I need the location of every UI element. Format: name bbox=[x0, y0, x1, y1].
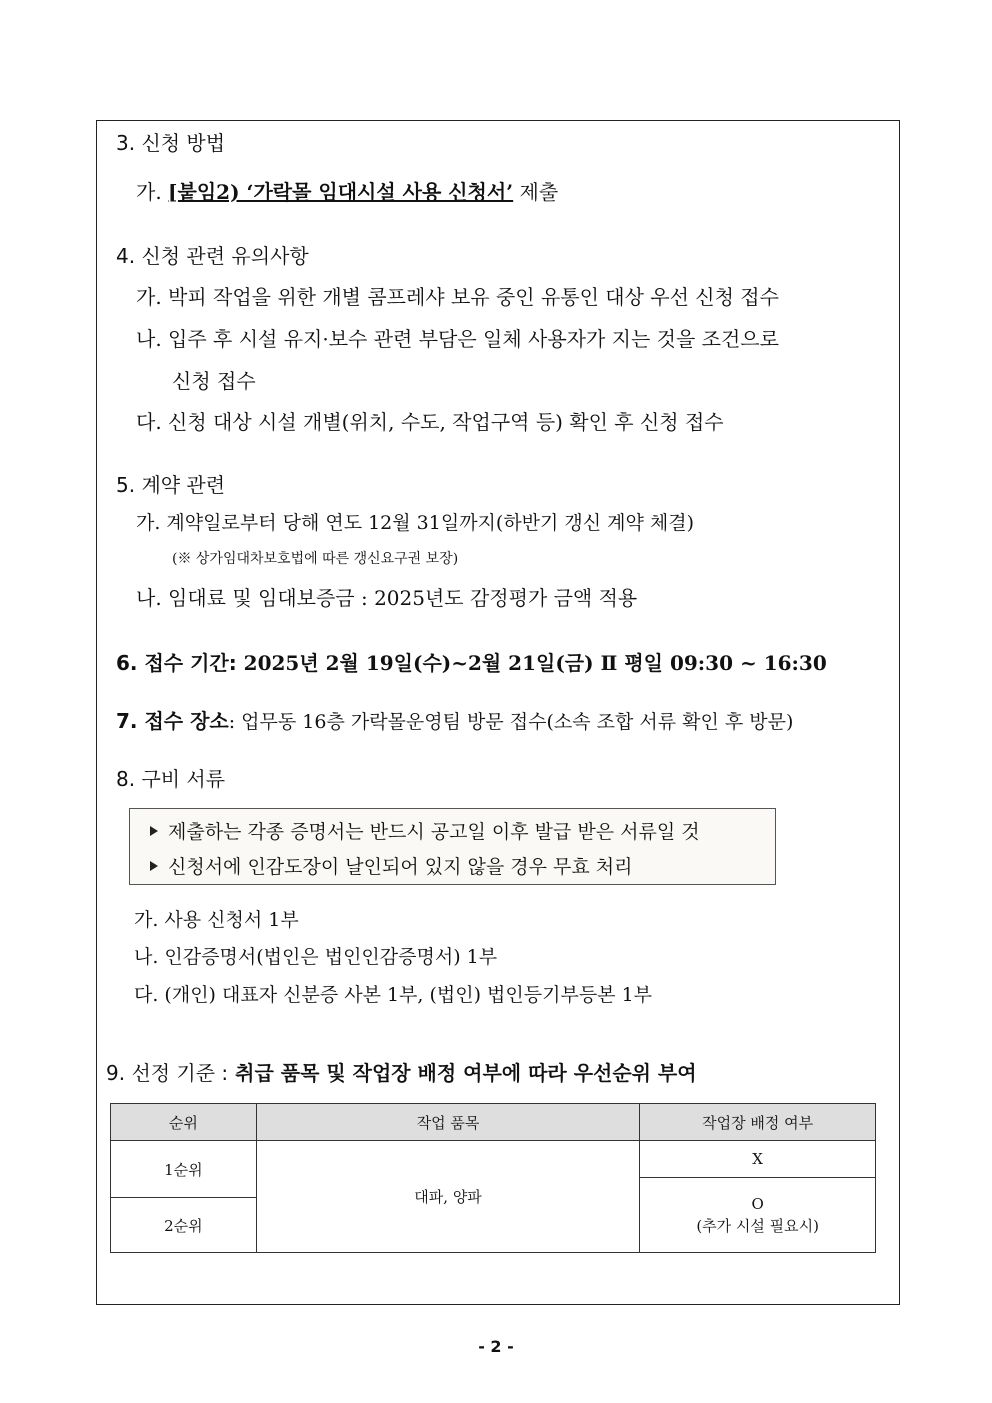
notice-text: 신청서에 인감도장이 날인되어 있지 않을 경우 무효 처리 bbox=[168, 856, 633, 878]
header-rank: 순위 bbox=[111, 1104, 257, 1141]
section-8-item-b: 나. 인감증명서(법인은 법인인감증명서) 1부 bbox=[134, 946, 498, 968]
section-5-item-b: 나. 임대료 및 임대보증금 : 2025년도 감정평가 금액 적용 bbox=[136, 586, 638, 610]
section-4-item-c: 다. 신청 대상 시설 개별(위치, 수도, 작업구역 등) 확인 후 신청 접수 bbox=[136, 410, 724, 434]
section-4-title: 4. 신청 관련 유의사항 bbox=[116, 244, 309, 268]
section-7-label: 7. 접수 장소 bbox=[116, 709, 229, 733]
section-8-item-a: 가. 사용 신청서 1부 bbox=[134, 909, 299, 931]
section-4-item-a: 가. 박피 작업을 위한 개별 콤프레샤 보유 중인 유통인 대상 우선 신청 접수 bbox=[136, 285, 779, 309]
section-4-item-b-cont: 신청 접수 bbox=[172, 369, 256, 393]
triangle-bullet-icon bbox=[150, 861, 158, 871]
item-cell: 대파, 양파 bbox=[256, 1141, 639, 1253]
section-6-text: 2025년 2월 19일(수)~2월 21일(금) Ⅱ 평일 09:30 ~ 16:30 bbox=[236, 651, 827, 675]
section-3-title: 3. 신청 방법 bbox=[116, 131, 226, 155]
section-9-selection-criteria bbox=[106, 1057, 697, 1086]
triangle-bullet-icon bbox=[150, 826, 158, 836]
section-6-reception-period bbox=[116, 647, 827, 676]
page-number: - 2 - bbox=[478, 1337, 514, 1356]
assignment-2-mark: O bbox=[751, 1195, 764, 1213]
section-8-item-c: 다. (개인) 대표자 신분증 사본 1부, (법인) 법인등기부등본 1부 bbox=[134, 984, 653, 1006]
table-row bbox=[111, 1141, 876, 1178]
section-7-text: : 업무동 16층 가락몰운영팀 방문 접수(소속 조합 서류 확인 후 방문) bbox=[228, 711, 794, 733]
assignment-1-cell: X bbox=[640, 1141, 876, 1178]
section-8-title: 8. 구비 서류 bbox=[116, 767, 226, 791]
table-header-row bbox=[111, 1104, 876, 1141]
section-4-item-b: 나. 입주 후 시설 유지·보수 관련 부담은 일체 사용자가 지는 것을 조건으로 bbox=[136, 327, 779, 351]
rank-2-cell: 2순위 bbox=[111, 1198, 257, 1253]
assignment-2-cell bbox=[640, 1178, 876, 1253]
rank-1-cell: 1순위 bbox=[111, 1141, 257, 1198]
section-3-item-a bbox=[136, 176, 558, 205]
section-5-item-a: 가. 계약일로부터 당해 연도 12월 31일까지(하반기 갱신 계약 체결) bbox=[136, 512, 695, 534]
assignment-2-note: (추가 시설 필요시) bbox=[696, 1217, 819, 1235]
header-item: 작업 품목 bbox=[256, 1104, 639, 1141]
notice-item bbox=[150, 852, 632, 879]
section-5-item-a-note: (※ 상가임대차보호법에 따른 갱신요구권 보장) bbox=[172, 551, 459, 567]
section-9-label: 9. 선정 기준 : bbox=[106, 1061, 229, 1085]
header-assignment: 작업장 배정 여부 bbox=[640, 1104, 876, 1141]
section-9-text: 취급 품목 및 작업장 배정 여부에 따라 우선순위 부여 bbox=[228, 1061, 697, 1085]
item-suffix: 제출 bbox=[513, 180, 559, 204]
notice-box bbox=[129, 808, 776, 885]
section-5-title: 5. 계약 관련 bbox=[116, 473, 226, 497]
section-6-label: 6. 접수 기간: bbox=[116, 651, 237, 675]
notice-item bbox=[150, 817, 700, 844]
item-prefix: 가. bbox=[136, 180, 169, 204]
notice-text: 제출하는 각종 증명서는 반드시 공고일 이후 발급 받은 서류일 것 bbox=[168, 821, 700, 843]
section-7-reception-place bbox=[116, 705, 793, 734]
priority-table bbox=[110, 1103, 876, 1253]
attachment-form-link: [붙임2) ‘가락몰 임대시설 사용 신청서’ bbox=[168, 180, 514, 204]
